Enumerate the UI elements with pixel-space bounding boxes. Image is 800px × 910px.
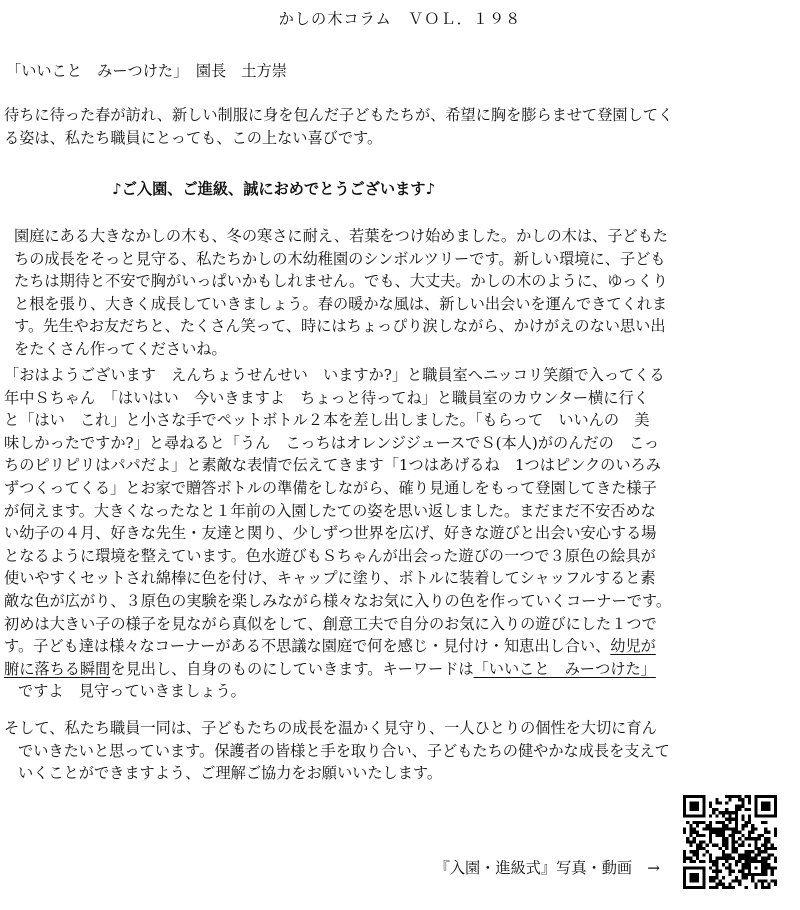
- paragraph-line: いくことができますよう、ご理解ご協力をお願いいたします。: [18, 764, 443, 783]
- paragraph-line: でいきたいと思っています。保護者の皆様と手を取り合い、子どもたちの健やかな成長を支えて: [18, 741, 670, 760]
- paragraph-line: [4, 635, 800, 658]
- paragraph-line: が伺えます。大きくなったなと１年前の入園したての姿を思い返しました。まだまだ不安否めな: [4, 501, 656, 520]
- paragraph-line: 「おはようございます えんちょうせんせい いますか?」と職員室へニッコリ笑顔で入ってくる: [4, 366, 665, 384]
- intro-paragraph: [4, 104, 792, 149]
- intro-line: る姿は、私たち職員にとっても、この上ない喜びです。: [4, 128, 383, 147]
- paragraph-line: ですよ 見守っていきましょう。: [18, 682, 246, 701]
- paragraph-line: と「はい これ」と小さな手でペットボトル２本を差し出しました。「もらって いいんの 美: [4, 411, 650, 430]
- photo-video-caption: 『入園・進級式』写真・動画 →: [434, 859, 660, 877]
- paragraph-line: 年中Ｓちゃん 「はいはい 今いきますよ ちょっと待ってね」と職員室のカウンター横に行く: [4, 388, 649, 407]
- intro-line: 待ちに待った春が訪れ、新しい制服に身を包んだ子どもたちが、希望に胸を膨らませて登園してく: [4, 106, 674, 124]
- paragraph-episode: [4, 364, 800, 703]
- underlined-phrase: 腑に落ちる瞬間: [4, 659, 111, 678]
- keyword-phrase: 「いいこと みーつけた」: [473, 659, 656, 678]
- paragraph-oak-tree: [14, 225, 798, 361]
- greeting-message: ♪ご入園、ご進級、誠におめでとうございます♪: [112, 180, 436, 198]
- paragraph-line: たちは期待と不安で胸がいっぱいかもしれません。でも、大丈夫。かしの木のように、ゆっくり: [14, 272, 668, 291]
- paragraph-line: 園庭にある大きなかしの木も、冬の寒さに耐え、若葉をつけ始めました。かしの木は、子どもた: [14, 227, 668, 245]
- paragraph-line: ちの成長をそっと見守る、私たちかしの木幼稚園のシンボルツリーです。新しい環境に、子ども: [14, 249, 666, 268]
- paragraph-line: ずつくってくる」とお家で贈答ボトルの準備をしながら、確り見通しをもって登園してきた様子: [4, 478, 657, 497]
- paragraph-line: [4, 658, 800, 681]
- paragraph-line: 初めは大きい子の様子を見ながら真似をして、創意工夫で自分のお気に入りの遊びにした１つで: [4, 614, 657, 633]
- paragraph-line: す。先生やお友だちと、たくさん笑って、時にはちょっぴり涙しながら、かけがえのない思い出: [14, 317, 666, 336]
- paragraph-line: と根を張り、大きく成長していきましょう。春の暖かな風は、新しい出会いを運んできてくれま: [14, 294, 668, 313]
- paragraph-line: 敵な色が広がり、３原色の実験を楽しみながら様々なお気に入りの色を作っていくコーナーです。: [4, 591, 672, 610]
- paragraph-line: そして、私たち職員一同は、子どもたちの成長を温かく見守り、一人ひとりの個性を大切に育ん: [4, 719, 657, 737]
- qr-code-icon[interactable]: [683, 795, 777, 889]
- column-title: かしの木コラム ＶＯＬ．１９８: [278, 10, 522, 28]
- column-subtitle: 「いいこと みーつけた」 園長 土方崇: [6, 62, 287, 80]
- paragraph-line: をたくさん作ってくださいね。: [14, 339, 227, 358]
- paragraph-line: い幼子の４月、好きな先生・友達と関り、少しずつ世界を広げ、好きな遊びと出会い安心する場: [4, 524, 657, 543]
- paragraph-line: ちのピリピリはパパだよ」と素敵な表情で伝えてきます「1つはあげるね 1つはピンクのいろみ: [4, 456, 661, 475]
- paragraph-closing: [4, 717, 800, 785]
- paragraph-text: を見出し、自身のものにしていきます。キーワードは: [110, 659, 474, 678]
- underlined-phrase: 幼児が: [610, 637, 656, 656]
- paragraph-line: となるように環境を整えています。色水遊びもＳちゃんが出会った遊びの一つで３原色の絵具が: [4, 546, 656, 565]
- paragraph-line: 味しかったですか?」と尋ねると「うん こっちはオレンジジュースでＳ(本人)がのんだの こっ: [4, 433, 660, 452]
- paragraph-text: す。子ども達は様々なコーナーがある不思議な園庭で何を感じ・見付け・知恵出し合い、: [4, 637, 611, 656]
- paragraph-line: 使いやすくセットされ綿棒に色を付け、キャップに塗り、ボトルに装着してシャッフルすると素: [4, 569, 656, 588]
